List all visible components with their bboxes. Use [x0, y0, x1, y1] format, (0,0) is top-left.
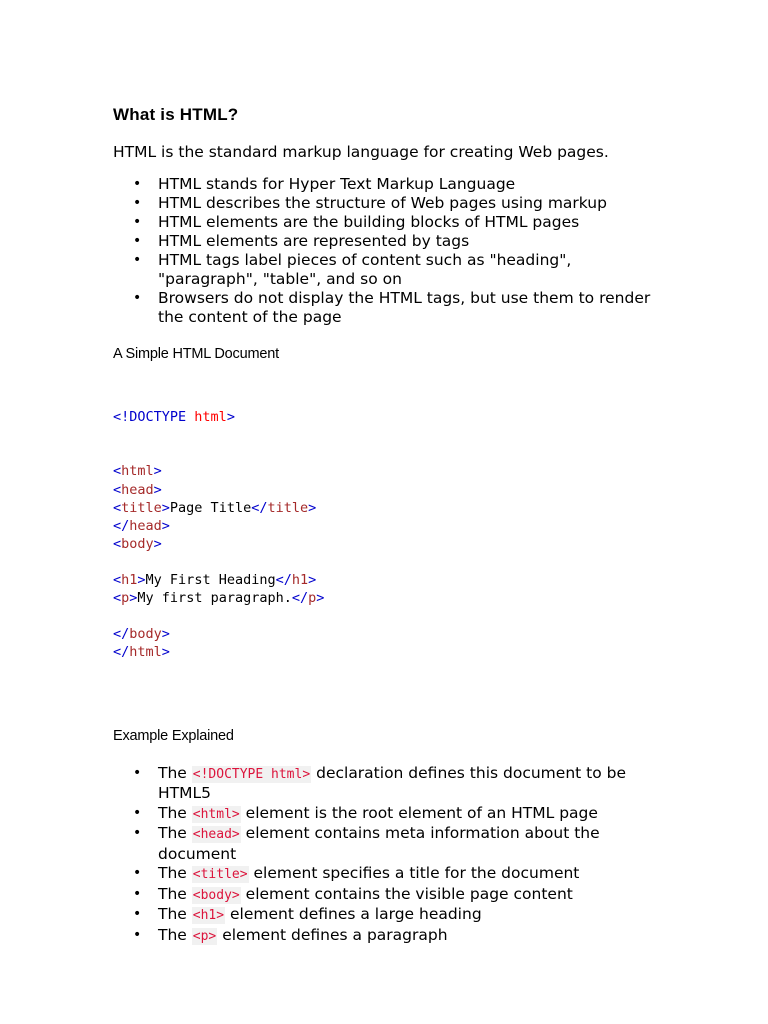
angle-bracket: <	[113, 572, 122, 589]
list-item: • HTML stands for Hyper Text Markup Language	[113, 175, 673, 194]
tag-name: h1	[291, 572, 309, 589]
code-example	[113, 372, 673, 698]
angle-bracket: >	[129, 590, 138, 607]
angle-bracket: <	[113, 535, 122, 552]
doctype-open: <!DOCTYPE	[113, 409, 187, 426]
angle-bracket: >	[308, 499, 317, 516]
tag-name: p	[121, 590, 130, 607]
angle-bracket: >	[161, 626, 170, 643]
intro-paragraph: HTML is the standard markup language for creating Web pages.	[113, 143, 609, 161]
tag-name: title	[267, 499, 309, 516]
angle-bracket: </	[275, 572, 292, 589]
angle-bracket: <	[113, 463, 122, 480]
inline-code: <html>	[192, 806, 240, 822]
angle-bracket: >	[308, 572, 317, 589]
item-prefix: The	[158, 803, 187, 822]
example-title: A Simple HTML Document	[113, 346, 279, 362]
code-line	[113, 571, 673, 589]
angle-bracket: >	[153, 481, 162, 498]
code-text: Page Title	[169, 499, 252, 516]
code-line	[113, 517, 673, 535]
angle-bracket: >	[161, 644, 170, 661]
tag-name: html	[129, 644, 162, 661]
code-line	[113, 553, 673, 571]
tag-name: head	[129, 517, 162, 534]
inline-code: <head>	[192, 827, 240, 843]
angle-bracket: </	[113, 644, 130, 661]
tag-name: body	[121, 535, 154, 552]
angle-bracket: >	[153, 535, 162, 552]
code-line	[113, 643, 673, 661]
list-item	[113, 885, 673, 906]
item-prefix: The	[158, 864, 187, 883]
code-line	[113, 535, 673, 553]
document-content	[113, 100, 673, 946]
list-item: • HTML elements are the building blocks of HTML pages	[113, 213, 673, 232]
inline-code: <h1>	[192, 908, 225, 924]
list-item: • Browsers do not display the HTML tags, but use them to render the content of the page	[113, 289, 673, 327]
list-item	[113, 905, 673, 926]
item-text: element contains the visible page content	[245, 884, 573, 903]
item-text: element contains meta information about the document	[158, 824, 600, 863]
angle-bracket: >	[137, 572, 146, 589]
item-prefix: The	[158, 905, 187, 924]
tag-name: html	[121, 463, 154, 480]
item-text: element is the root element of an HTML page	[245, 803, 598, 822]
list-item	[113, 764, 673, 804]
list-item	[113, 926, 673, 947]
item-text: element defines a paragraph	[222, 925, 448, 944]
list-item	[113, 824, 673, 864]
tag-name: title	[121, 499, 162, 516]
list-item: • HTML describes the structure of Web pages using markup	[113, 194, 673, 213]
angle-bracket: >	[161, 517, 170, 534]
facts-list	[113, 175, 673, 327]
code-line	[113, 481, 673, 499]
item-text: element defines a large heading	[230, 905, 482, 924]
list-item	[113, 864, 673, 885]
code-line	[113, 625, 673, 643]
item-prefix: The	[158, 763, 187, 782]
angle-bracket: </	[291, 590, 309, 607]
code-line	[113, 607, 673, 625]
angle-bracket: >	[161, 499, 170, 516]
code-line	[113, 499, 673, 517]
inline-code: <p>	[192, 928, 217, 944]
tag-name: body	[129, 626, 162, 643]
item-prefix: The	[158, 824, 187, 843]
item-prefix: The	[158, 884, 187, 903]
angle-bracket: </	[113, 626, 130, 643]
angle-bracket: </	[251, 499, 268, 516]
tag-name: head	[121, 481, 154, 498]
item-text: element specifies a title for the document	[253, 864, 580, 883]
inline-code: <title>	[192, 867, 248, 883]
angle-bracket: <	[113, 590, 122, 607]
doctype-close: >	[226, 409, 235, 426]
code-line	[113, 589, 673, 607]
item-prefix: The	[158, 925, 187, 944]
tag-name: p	[308, 590, 317, 607]
list-item: • HTML elements are represented by tags	[113, 232, 673, 251]
code-line-doctype	[113, 408, 673, 426]
list-item: • HTML tags label pieces of content such as "heading", "paragraph", "table", and so on	[113, 251, 673, 289]
code-lines	[113, 462, 673, 661]
angle-bracket: </	[113, 517, 130, 534]
explained-title: Example Explained	[113, 727, 234, 744]
angle-bracket: >	[316, 590, 325, 607]
code-line	[113, 462, 673, 480]
item-text: declaration defines this document to be HTML5	[158, 763, 627, 803]
tag-name: h1	[121, 572, 138, 589]
doctype-name: html	[194, 409, 227, 426]
angle-bracket: <	[113, 481, 122, 498]
list-item	[113, 804, 673, 825]
page-title: What is HTML?	[113, 105, 239, 124]
angle-bracket: <	[113, 499, 122, 516]
inline-code: <body>	[192, 887, 240, 903]
code-text: My First Heading	[145, 572, 276, 589]
inline-code: <!DOCTYPE html>	[192, 766, 311, 782]
code-text: My first paragraph.	[137, 590, 292, 607]
explained-list	[113, 764, 673, 947]
angle-bracket: >	[153, 463, 162, 480]
